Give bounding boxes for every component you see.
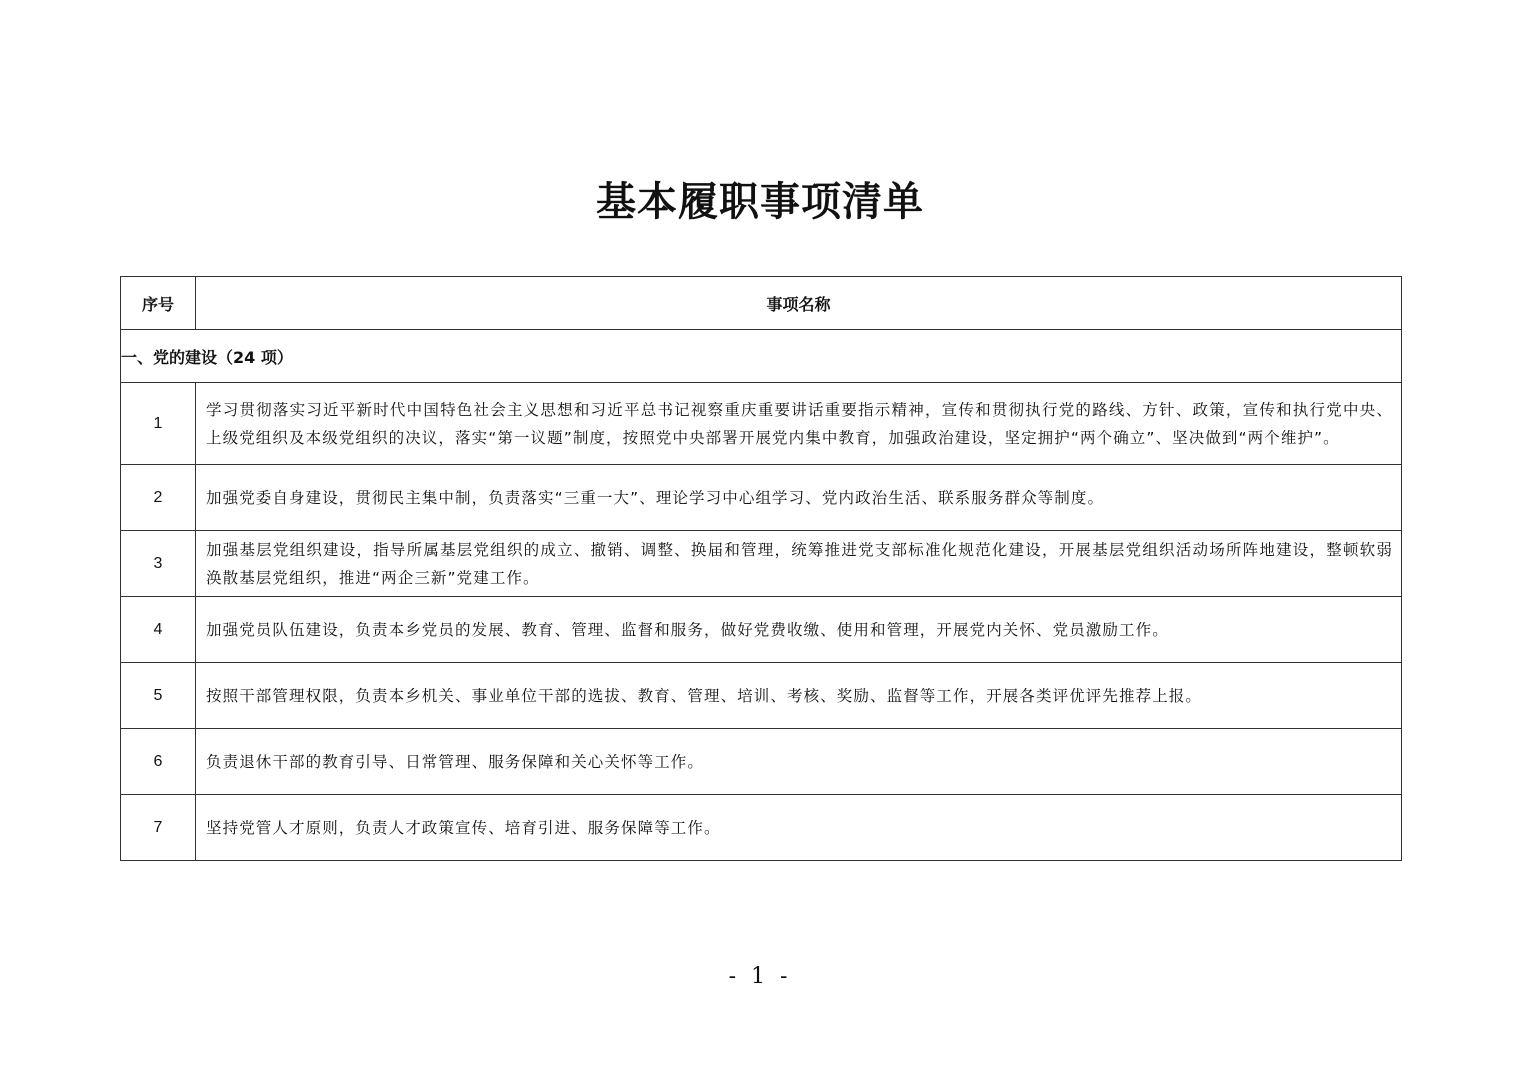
table-header-row [121, 277, 1402, 330]
header-item-name: 事项名称 [196, 277, 1402, 330]
row-item-text: 加强党员队伍建设，负责本乡党员的发展、教育、管理、监督和服务，做好党费收缴、使用和管理，开展党内关怀、党员激励工作。 [196, 597, 1402, 663]
header-serial-number: 序号 [121, 277, 196, 330]
row-item-text: 加强党委自身建设，贯彻民主集中制，负责落实“三重一大”、理论学习中心组学习、党内政治生活、联系服务群众等制度。 [196, 465, 1402, 531]
section-row [121, 330, 1402, 383]
row-number: 3 [121, 531, 196, 597]
row-number: 4 [121, 597, 196, 663]
section-title: 一、党的建设（24 项） [121, 330, 1402, 383]
table-row [121, 663, 1402, 729]
row-number: 5 [121, 663, 196, 729]
table-row [121, 465, 1402, 531]
table-row [121, 597, 1402, 663]
row-number: 1 [121, 383, 196, 465]
document-title: 基本履职事项清单 [596, 178, 924, 225]
row-item-text: 负责退休干部的教育引导、日常管理、服务保障和关心关怀等工作。 [196, 729, 1402, 795]
table-row [121, 729, 1402, 795]
row-number: 2 [121, 465, 196, 531]
row-item-text: 加强基层党组织建设，指导所属基层党组织的成立、撤销、调整、换届和管理，统筹推进党支部标准化规范化建设，开展基层党组织活动场所阵地建设，整顿软弱涣散基层党组织，推进“两企三新”党建工作。 [196, 531, 1402, 597]
table-row [121, 383, 1402, 465]
table-row [121, 531, 1402, 597]
row-item-text: 按照干部管理权限，负责本乡机关、事业单位干部的选拔、教育、管理、培训、考核、奖励、监督等工作，开展各类评优评先推荐上报。 [196, 663, 1402, 729]
row-item-text: 坚持党管人才原则，负责人才政策宣传、培育引进、服务保障等工作。 [196, 795, 1402, 861]
page-number: - 1 - [728, 964, 792, 989]
row-number: 6 [121, 729, 196, 795]
duty-list-table [120, 276, 1402, 861]
table-row [121, 795, 1402, 861]
row-item-text: 学习贯彻落实习近平新时代中国特色社会主义思想和习近平总书记视察重庆重要讲话重要指示精神，宣传和贯彻执行党的路线、方针、政策，宣传和执行党中央、上级党组织及本级党组织的决议，落实“第一议题”制度，按照党中央部署开展党内集中教育，加强政治建设，坚定拥护“两个确立”、坚决做到“两个维护”。 [196, 383, 1402, 465]
row-number: 7 [121, 795, 196, 861]
